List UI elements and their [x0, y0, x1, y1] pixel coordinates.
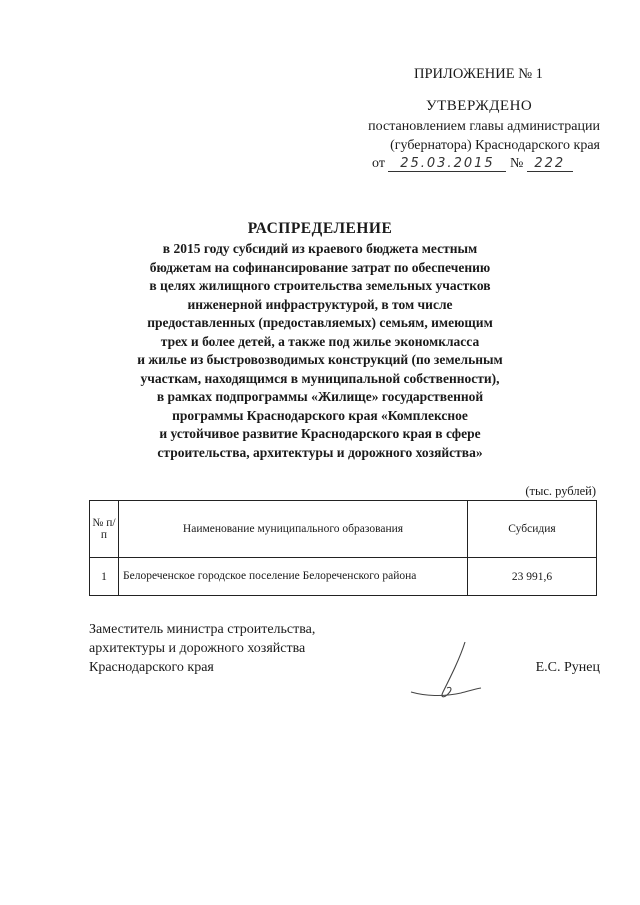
header-subsidy: Субсидия: [468, 501, 597, 558]
header-number: № п/п: [90, 501, 119, 558]
subtitle-line: и жилье из быстровозводимых конструкций (по земельным: [137, 352, 503, 367]
row-municipality: Белореченское городское поселение Белореченского района: [119, 558, 468, 596]
subtitle-line: строительства, архитектуры и дорожного хозяйства»: [157, 444, 483, 460]
date-prefix: от: [372, 156, 385, 171]
handwritten-number: 222: [527, 156, 573, 172]
row-number: 1: [90, 558, 119, 596]
date-line: [372, 156, 573, 172]
subtitle-line: участкам, находящимся в муниципальной собственности),: [140, 370, 500, 386]
appendix-label: ПРИЛОЖЕНИЕ № 1: [414, 66, 543, 82]
signer-position-line-1: Заместитель министра строительства,: [89, 622, 316, 637]
approved-heading: УТВЕРЖДЕНО: [426, 98, 533, 114]
subtitle-line: программы Краснодарского края «Комплексное: [172, 407, 468, 423]
subtitle-line: инженерной инфраструктурой, в том числе: [187, 296, 453, 312]
subsidy-table: [89, 500, 597, 596]
header-municipality: Наименование муниципального образования: [119, 501, 468, 558]
handwritten-date: 25.03.2015: [388, 156, 506, 172]
table-row: [90, 558, 597, 596]
subtitle-line: бюджетам на софинансирование затрат по обеспечению: [149, 259, 491, 275]
approval-line-1: постановлением главы администрации: [368, 119, 600, 134]
approval-line-2: (губернатора) Краснодарского края: [390, 138, 600, 153]
number-prefix: №: [509, 156, 524, 171]
subtitle-line: предоставленных (предоставляемых) семьям, имеющим: [147, 315, 493, 330]
subtitle-line: в рамках подпрограммы «Жилище» государственной: [156, 389, 484, 404]
row-subsidy: 23 991,6: [468, 558, 597, 596]
signer-name: Е.С. Рунец: [535, 660, 600, 675]
signer-position-line-3: Краснодарского края: [89, 660, 214, 675]
unit-label: (тыс. рублей): [525, 484, 596, 498]
document-title: РАСПРЕДЕЛЕНИЕ: [247, 220, 393, 237]
subtitle-line: в целях жилищного строительства земельных участков: [149, 278, 491, 293]
subtitle-line: трех и более детей, а также под жилье экономкласса: [160, 333, 480, 349]
subtitle-line: и устойчивое развитие Краснодарского края в сфере: [159, 426, 481, 441]
signer-position-line-2: архитектуры и дорожного хозяйства: [89, 641, 306, 656]
table-header-row: [90, 501, 597, 558]
handwritten-signature: [403, 640, 493, 705]
subtitle-line: в 2015 году субсидий из краевого бюджета местным: [162, 241, 478, 256]
document-subtitle: [40, 240, 600, 462]
